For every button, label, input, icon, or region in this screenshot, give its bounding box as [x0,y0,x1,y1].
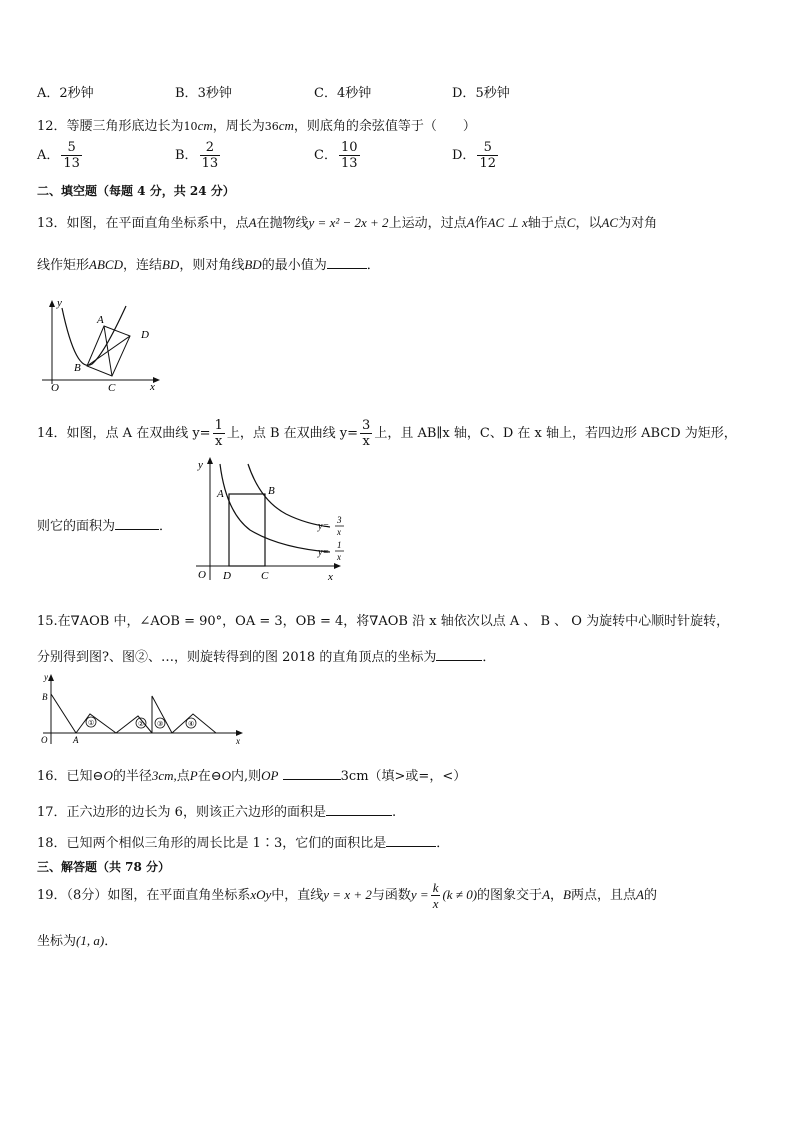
q11-option-d: D．5秒钟 [452,86,510,101]
q14-fig-curve1-eq: y= [318,521,330,532]
q15-fig-circle-3: ③ [157,720,164,728]
q13-fig-label-x: x [150,381,155,393]
q13-fig-label-d: D [141,329,149,341]
section-2-title: 二、填空题（每题 4 分，共 24 分） [37,184,235,198]
q14-line1: 14．如图，点 A 在双曲线 y= $\frac{1}{x}$ 上，点 B 在双曲线 y= $\frac{3}{x}$ 上，且 AB∥x 轴，C、D 在 x 轴上，若四边形 ABCD 为矩形， [37,418,737,449]
q19-line2: 坐标为(1, a)． [37,933,118,949]
q14-fig-label-o: O [198,569,206,581]
q14-fig-label-x: x [328,571,333,583]
q14-fig-curve2-num: 1 [337,540,342,550]
q15-fig-label-b: B [42,692,48,702]
q15-line2: 分别得到图?、图②、…，则旋转得到的图 2018 的直角顶点的坐标为 ． [37,650,496,665]
q14-figure [190,452,350,588]
q13-line1: 13．如图，在平面直角坐标系中，点A在抛物线y = x² − 2x + 2上运动，过点A作AC ⊥ x轴于点C，以AC为对角 [37,215,658,231]
q15-fig-circle-4: ④ [188,720,195,728]
q19-line1: 19．（8分）如图，在平面直角坐标系xOy中，直线y = x + 2与函数y = $\frac{k}{x}$ (k ≠ 0)的图象交于A，B两点，且点A的 [37,880,657,911]
q14-fig-curve2-eq: y= [318,547,330,558]
q14-fig-label-y: y [198,459,203,471]
q14-fig-label-b: B [268,485,275,497]
q18-answer-blank [386,834,436,847]
q12-option-a: A． $\frac{5}{13}$ [37,140,80,171]
q13-fig-label-y: y [57,297,62,309]
q13-fig-label-c: C [108,382,116,394]
q11-option-b: B．3秒钟 [175,86,232,101]
q13-line2: 线作矩形ABCD，连结BD，则对角线BD的最小值为 ． [37,257,380,273]
q13-fig-label-o: O [51,382,59,394]
q15-fig-circle-1: ① [88,719,95,727]
q13-fig-label-b: B [74,362,81,374]
q17: 17．正六边形的边长为 6，则该正六边形的面积是 . [37,805,397,820]
q11-option-a: A．2秒钟 [37,86,94,101]
q17-answer-blank [326,803,392,816]
q14-fig-curve1-num: 3 [337,515,342,525]
q15-answer-blank [436,648,482,661]
q15-line1: 15.在∇AOB 中，∠AOB = 90°，OA = 3，OB = 4，将∇AOB 沿 x 轴依次以点 A 、 B 、 O 为旋转中心顺时针旋转， [37,614,730,629]
q14-fig-label-c: C [261,570,269,582]
q13-figure [38,292,163,394]
q14-fig-curve2-den: x [337,552,341,562]
q14-answer-blank [115,517,159,530]
section-3-title: 三、解答题（共 78 分） [37,860,171,874]
q12-option-b: B． $\frac{2}{13}$ [175,140,219,171]
q11-option-c: C．4秒钟 [314,86,372,101]
q14-fig-label-d: D [223,570,231,582]
q16-answer-blank [283,767,341,780]
q15-fig-label-o: O [41,735,48,745]
q15-figure [38,670,250,750]
q12-stem: 12．等腰三角形底边长为10cm，周长为36cm，则底角的余弦值等于（ ） [37,118,476,134]
q15-fig-circle-2: ② [138,720,145,728]
q12-option-c: C． $\frac{10}{13}$ [314,140,358,171]
q15-fig-label-y: y [44,672,48,682]
q14-fig-label-a: A [217,488,224,500]
q13-answer-blank [327,256,367,269]
q16: 16．已知⊖O的半径3cm,点P在⊖O内,则OP 3cm（填>或=，<） [37,768,467,784]
q14-line2: 则它的面积为 ． [37,519,173,534]
q15-fig-label-a: A [73,735,79,745]
q12-option-d: D． $\frac{5}{12}$ [452,140,496,171]
q14-fig-curve1-den: x [337,527,341,537]
q13-fig-label-a: A [97,314,104,326]
q18: 18．已知两个相似三角形的周长比是 1∶3，它们的面积比是 ． [37,836,450,851]
q15-fig-label-x: x [236,736,240,746]
